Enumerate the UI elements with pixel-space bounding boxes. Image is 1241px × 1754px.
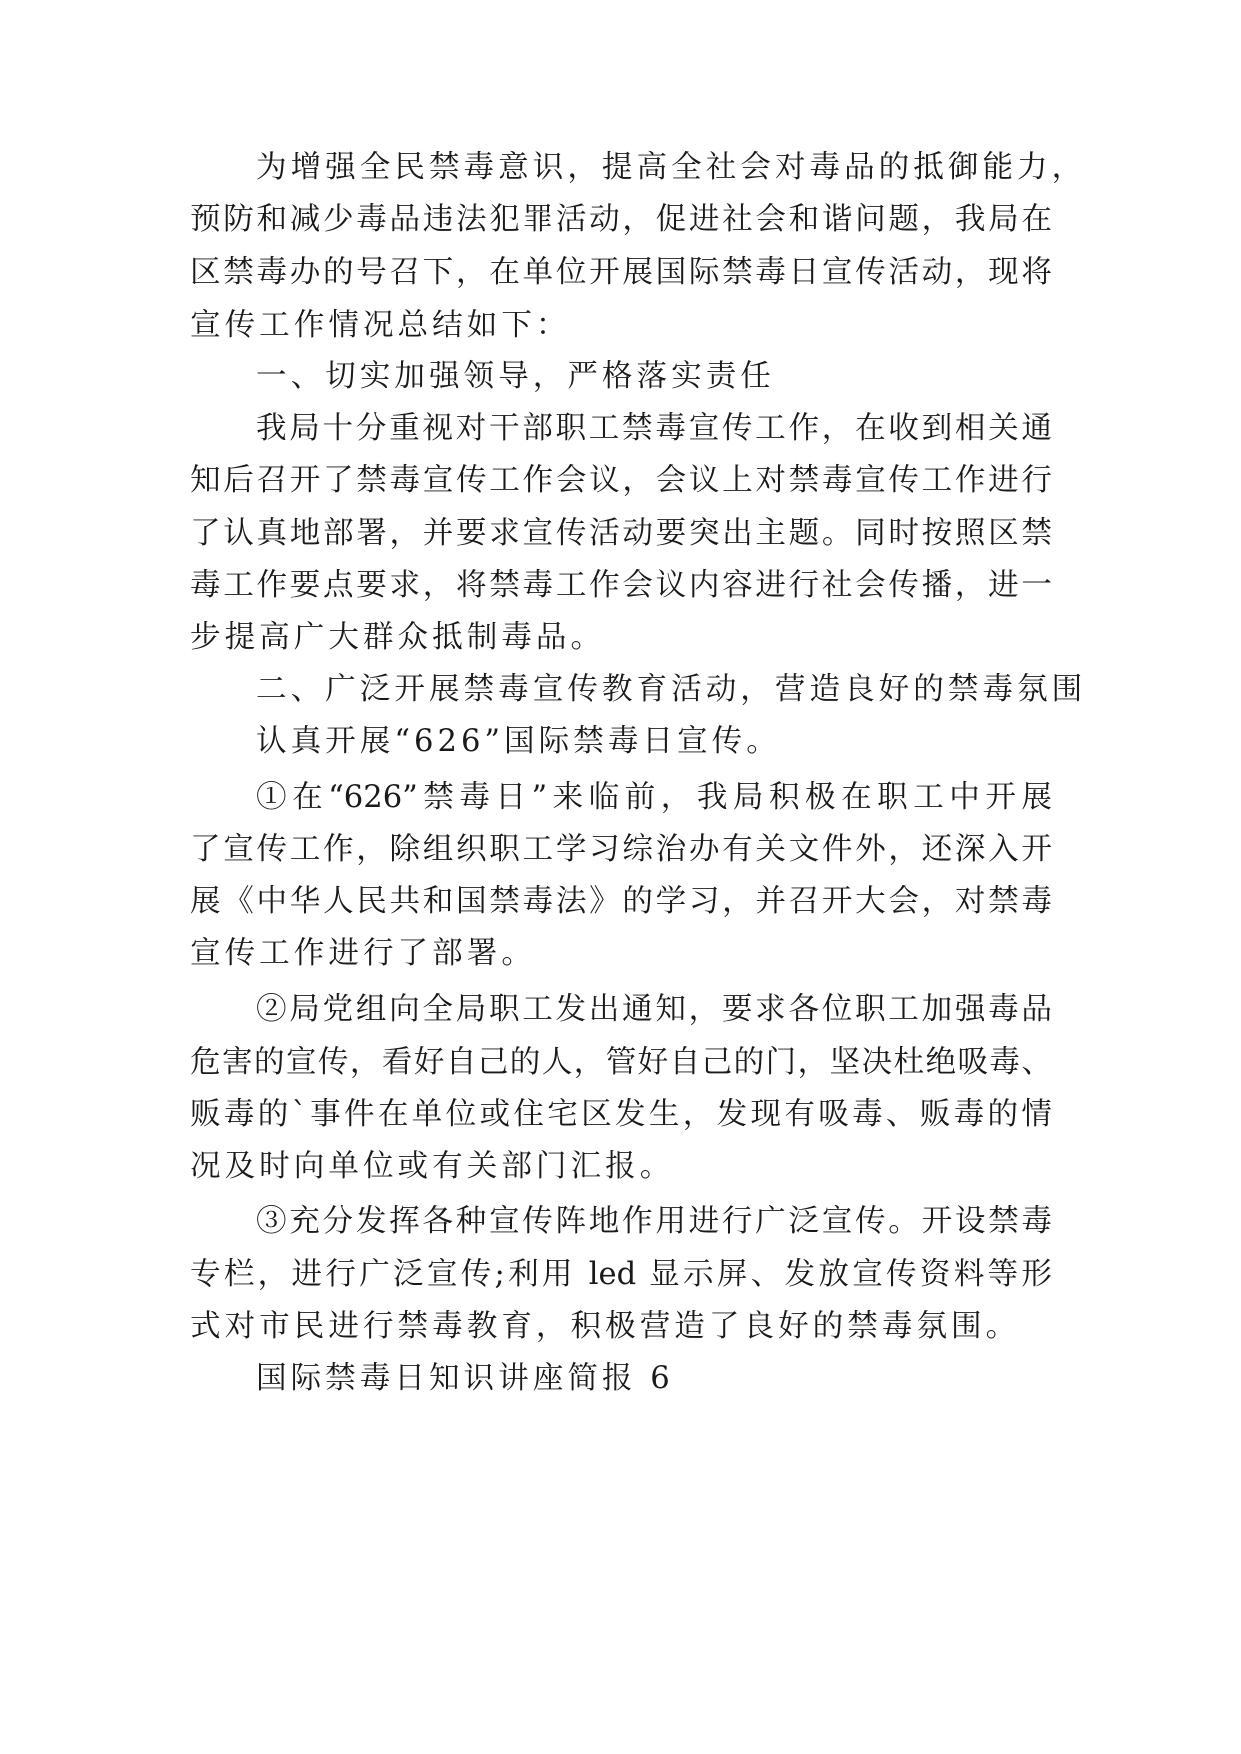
text-line: ③充分发挥各种宣传阵地作用进行广泛宣传。开设禁毒 xyxy=(256,1204,1052,1239)
text-line: 专栏，进行广泛宣传;利用 led 显示屏、发放宣传资料等形 xyxy=(190,1257,1052,1292)
text-line: 认真开展“626”国际禁毒日宣传。 xyxy=(256,724,781,759)
text-line: 为增强全民禁毒意识，提高全社会对毒品的抵御能力， xyxy=(256,150,1087,185)
text-line: 了宣传工作，除组织职工学习综治办有关文件外，还深入开 xyxy=(190,832,1052,867)
text-line: 况及时向单位或有关部门汇报。 xyxy=(190,1149,675,1184)
text-line: 我局十分重视对干部职工禁毒宣传工作，在收到相关通 xyxy=(256,411,1052,446)
text-line: 预防和减少毒品违法犯罪活动，促进社会和谐问题，我局在 xyxy=(190,202,1052,237)
text-line: 知后召开了禁毒宣传工作会议，会议上对禁毒宣传工作进行 xyxy=(190,463,1052,498)
text-line: 区禁毒办的号召下，在单位开展国际禁毒日宣传活动，现将 xyxy=(190,255,1052,290)
text-line: 宣传工作情况总结如下： xyxy=(190,308,571,343)
text-line: 宣传工作进行了部署。 xyxy=(190,936,536,971)
text-line: 危害的宣传，看好自己的人，管好自己的门，坚决杜绝吸毒、 xyxy=(190,1045,1052,1080)
text-line: ②局党组向全局职工发出通知，要求各位职工加强毒品 xyxy=(256,992,1052,1027)
section-title: 国际禁毒日知识讲座简报 6 xyxy=(256,1361,674,1396)
section-heading: 二、广泛开展禁毒宣传教育活动，营造良好的禁毒氛围 xyxy=(256,672,1087,707)
text-line: 步提高广大群众抵制毒品。 xyxy=(190,620,606,655)
text-line: ①在“626”禁毒日”来临前，我局积极在职工中开展 xyxy=(256,780,1052,815)
text-line: 了认真地部署，并要求宣传活动要突出主题。同时按照区禁 xyxy=(190,516,1052,551)
text-line: 展《中华人民共和国禁毒法》的学习，并召开大会，对禁毒 xyxy=(190,884,1052,919)
text-line: 毒工作要点要求，将禁毒工作会议内容进行社会传播，进一 xyxy=(190,568,1052,603)
text-line: 式对市民进行禁毒教育，积极营造了良好的禁毒氛围。 xyxy=(190,1309,1021,1344)
section-heading: 一、切实加强领导，严格落实责任 xyxy=(256,359,775,394)
text-line: 贩毒的`事件在单位或住宅区发生，发现有吸毒、贩毒的情 xyxy=(190,1097,1052,1132)
